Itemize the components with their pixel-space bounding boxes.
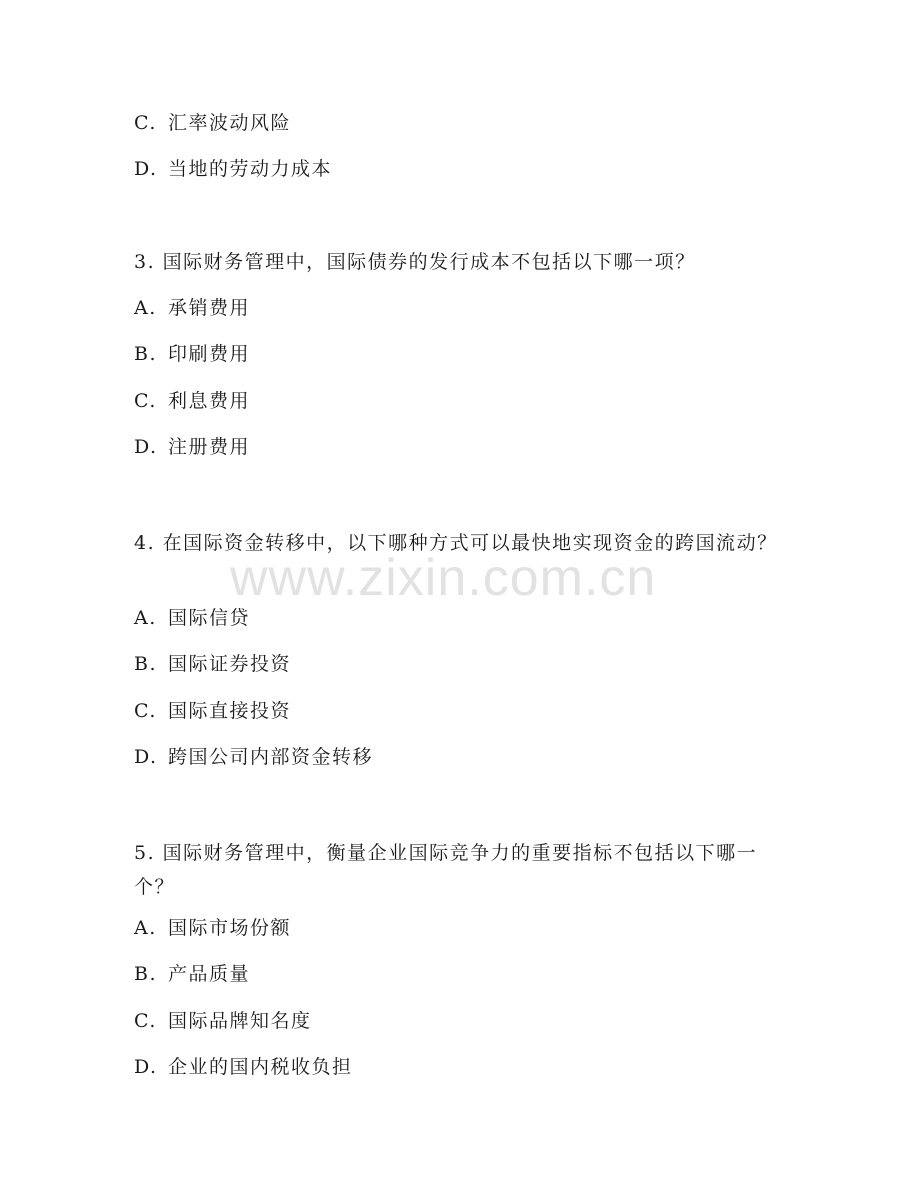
option-letter: B. (134, 653, 158, 675)
option-text: 承销费用 (168, 297, 251, 319)
option-letter: A. (134, 607, 157, 629)
q2-option-c (134, 111, 291, 135)
q3-option-a (134, 296, 250, 320)
option-text: 企业的国内税收负担 (168, 1056, 353, 1078)
option-letter: D. (134, 746, 158, 768)
q5-question: 5. 国际财务管理中，衡量企业国际竞争力的重要指标不包括以下哪一个？ (134, 842, 758, 898)
q3-question: 3. 国际财务管理中，国际债券的发行成本不包括以下哪一项？ (134, 251, 696, 273)
option-letter: D. (134, 1056, 158, 1078)
option-text: 汇率波动风险 (168, 112, 292, 134)
q5-option-c (134, 1009, 312, 1033)
option-letter: B. (134, 343, 158, 365)
option-text: 国际品牌知名度 (168, 1010, 312, 1032)
option-text: 当地的劳动力成本 (168, 158, 333, 180)
option-text: 国际信贷 (168, 607, 251, 629)
q3-option-d (134, 435, 250, 459)
option-text: 产品质量 (168, 963, 251, 985)
q3-option-c (134, 389, 250, 413)
option-text: 印刷费用 (168, 343, 251, 365)
option-text: 国际证券投资 (168, 653, 292, 675)
q4-option-b (134, 652, 291, 676)
option-text: 跨国公司内部资金转移 (168, 746, 374, 768)
q5-option-a (134, 916, 291, 940)
option-letter: C. (134, 112, 157, 134)
q4-option-c (134, 699, 291, 723)
q5-option-d (134, 1055, 353, 1079)
option-text: 国际直接投资 (168, 700, 292, 722)
q4-option-a (134, 606, 250, 630)
q4-option-d (134, 745, 373, 769)
option-text: 国际市场份额 (168, 917, 292, 939)
q4-question: 4. 在国际资金转移中，以下哪种方式可以最快地实现资金的跨国流动？ (134, 532, 778, 554)
option-letter: A. (134, 297, 157, 319)
option-text: 注册费用 (168, 436, 251, 458)
option-letter: B. (134, 963, 158, 985)
option-letter: A. (134, 917, 157, 939)
option-letter: D. (134, 436, 158, 458)
option-letter: C. (134, 700, 157, 722)
option-text: 利息费用 (168, 390, 251, 412)
option-letter: D. (134, 158, 158, 180)
q3-option-b (134, 342, 250, 366)
q5-option-b (134, 962, 250, 986)
option-letter: C. (134, 1010, 157, 1032)
option-letter: C. (134, 390, 157, 412)
q2-option-d (134, 157, 332, 181)
watermark: www.zixin.com.cn (230, 549, 657, 607)
